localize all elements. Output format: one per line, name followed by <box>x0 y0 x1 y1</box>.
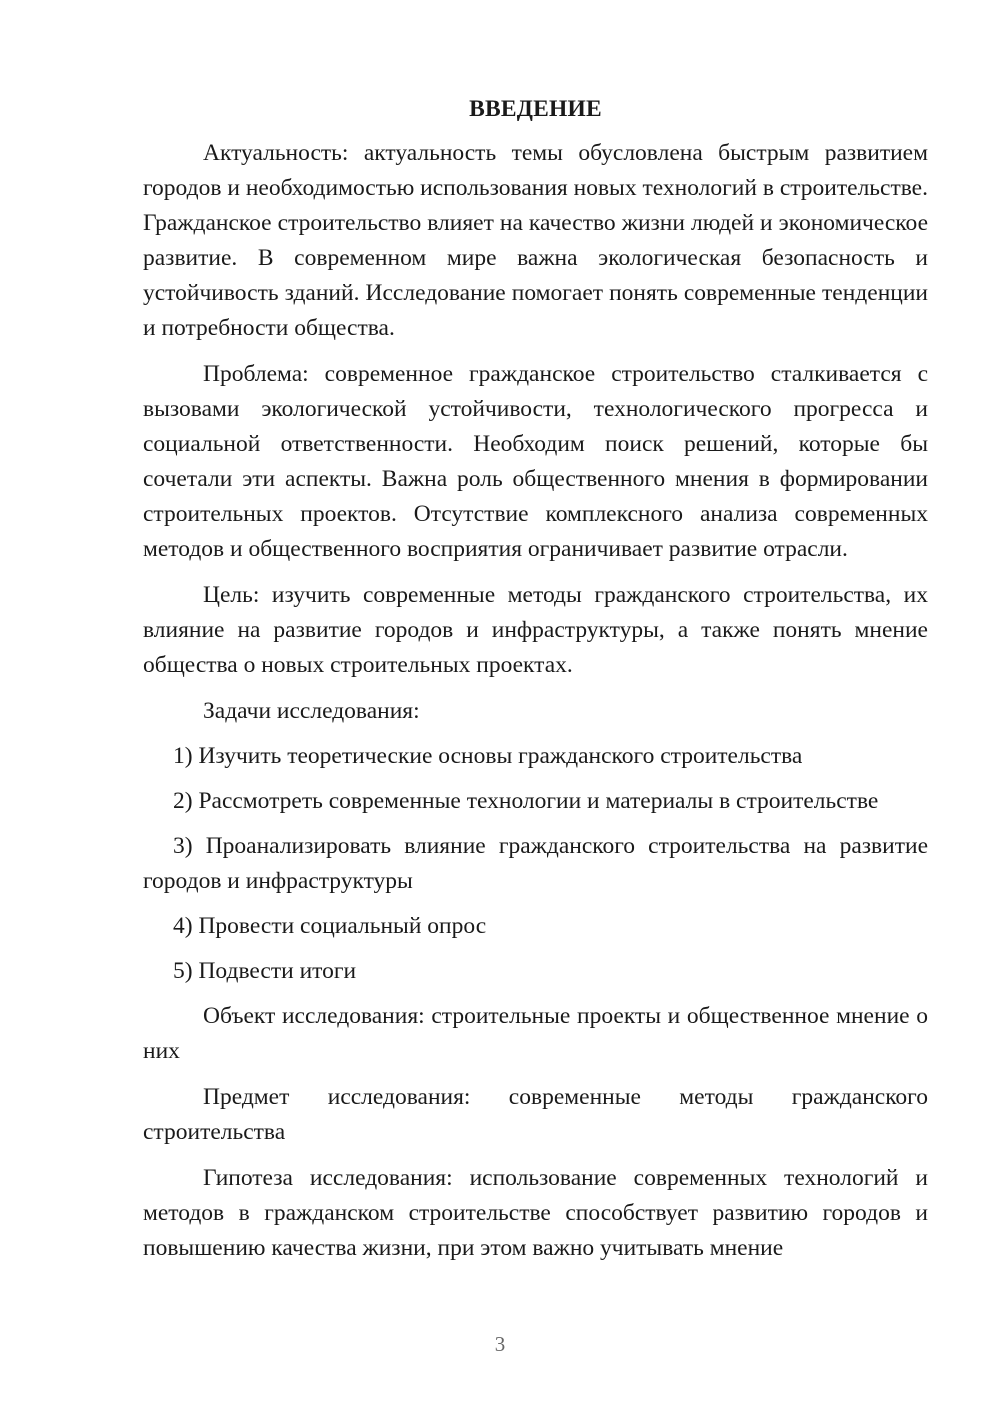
task-item-5: 5) Подвести итоги <box>173 958 357 984</box>
paragraph-subject: Предмет исследования: современные методы гражданского строительства <box>143 1084 928 1145</box>
document-page <box>143 92 928 1277</box>
page-number: 3 <box>494 1332 506 1356</box>
task-item-2: 2) Рассмотреть современные технологии и материалы в строительстве <box>173 788 879 814</box>
task-item-4: 4) Провести социальный опрос <box>173 913 487 939</box>
paragraph-relevance: Актуальность: актуальность темы обусловлена быстрым развитием городов и необходимостью использования новых технологий в строительстве. Гражданское строительство влияет на качество жизни людей и экономическое развитие. В современном мире важна экологическая безопасность и устойчивость зданий. Исследование помогает понять современные тенденции и потребности общества. <box>143 140 928 341</box>
paragraph-hypothesis: Гипотеза исследования: использование современных технологий и методов в гражданском строительстве способствует развитию городов и повышению качества жизни, при этом важно учитывать мнение <box>143 1165 928 1261</box>
paragraph-object: Объект исследования: строительные проекты и общественное мнение о них <box>143 1003 928 1064</box>
tasks-title: Задачи исследования: <box>203 698 420 724</box>
paragraph-goal: Цель: изучить современные методы гражданского строительства, их влияние на развитие городов и инфраструктуры, а также понять мнение общества о новых строительных проектах. <box>143 582 928 678</box>
section-heading: ВВЕДЕНИЕ <box>469 96 602 122</box>
task-item-3: 3) Проанализировать влияние гражданского строительства на развитие городов и инфраструктуры <box>143 833 928 894</box>
paragraph-problem: Проблема: современное гражданское строительство сталкивается с вызовами экологической устойчивости, технологического прогресса и социальной ответственности. Необходим поиск решений, которые бы сочетали эти аспекты. Важна роль общественного мнения в формировании строительных проектов. Отсутствие комплексного анализа современных методов и общественного восприятия ограничивает развитие отрасли. <box>143 361 928 562</box>
task-item-1: 1) Изучить теоретические основы гражданского строительства <box>173 743 803 769</box>
